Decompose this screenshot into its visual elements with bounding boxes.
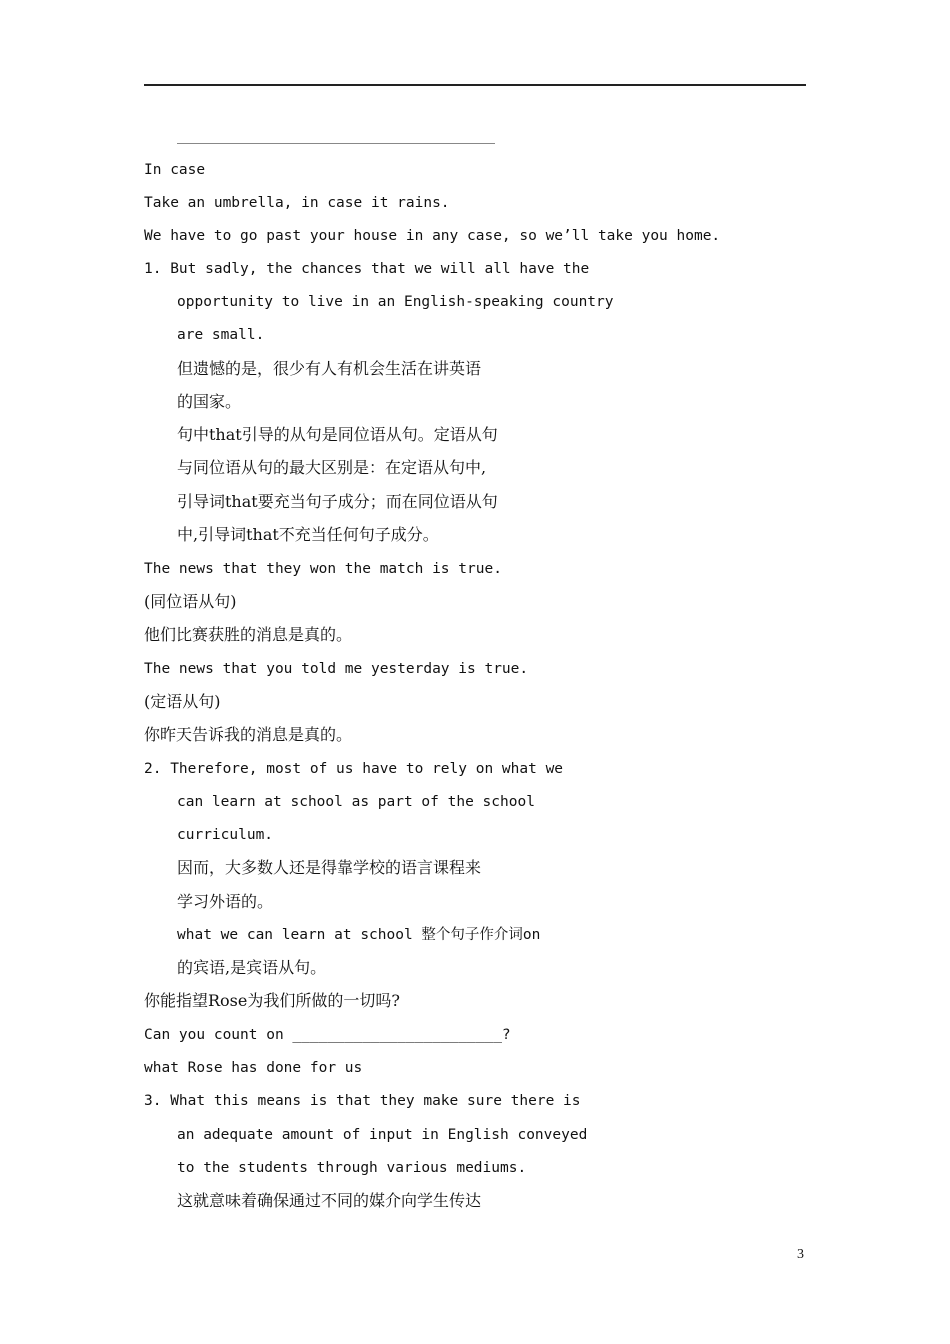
text-line: 句中that引导的从句是同位语从句。定语从句 (177, 425, 498, 444)
text-line: (同位语从句) (144, 592, 237, 611)
page-number: 3 (797, 1247, 804, 1262)
text-line: an adequate amount of input in English conveyed (177, 1127, 588, 1143)
text-line: 与同位语从句的最大区别是：在定语从句中, (177, 458, 487, 477)
text-line: 2. Therefore, most of us have to rely on what we (144, 761, 564, 777)
text-line: 但遗憾的是，很少有人有机会生活在讲英语 (177, 359, 482, 378)
text-line: opportunity to live in an English-speaking country (177, 294, 614, 310)
text-line: 的国家。 (177, 392, 242, 411)
text-line: (定语从句) (144, 692, 221, 711)
header-rule (144, 84, 806, 86)
text-line: We have to go past your house in any case, so we’ll take you home. (144, 228, 721, 244)
text-line: 1. But sadly, the chances that we will all have the (144, 261, 590, 277)
text-line: 3. What this means is that they make sure there is (144, 1093, 581, 1109)
text-line: what Rose has done for us (144, 1060, 363, 1076)
text-line: Take an umbrella, in case it rains. (144, 195, 450, 211)
text-line: are small. (177, 327, 265, 343)
text-line: The news that you told me yesterday is true. (144, 661, 529, 677)
text-line: 引导词that要充当句子成分；而在同位语从句 (177, 492, 498, 511)
text-line: 他们比赛获胜的消息是真的。 (144, 625, 353, 644)
text-line: In case (144, 162, 206, 178)
fill-in-blank-line (177, 143, 495, 144)
text-line: 因而，大多数人还是得靠学校的语言课程来 (177, 858, 482, 877)
text-line: 你昨天告诉我的消息是真的。 (144, 725, 353, 744)
text-line: to the students through various mediums. (177, 1160, 527, 1176)
text-line: what we can learn at school 整个句子作介词on (177, 927, 541, 943)
text-line: curriculum. (177, 827, 274, 843)
text-line: 学习外语的。 (177, 892, 274, 911)
text-line: 的宾语,是宾语从句。 (177, 958, 327, 977)
text-line: 你能指望Rose为我们所做的一切吗? (144, 991, 400, 1010)
text-line: can learn at school as part of the school (177, 794, 535, 810)
fill-in-blank-question: Can you count on ________________________? (144, 1027, 511, 1043)
text-line: The news that they won the match is true. (144, 561, 502, 577)
text-line: 这就意味着确保通过不同的媒介向学生传达 (177, 1191, 482, 1210)
text-line: 中,引导词that不充当任何句子成分。 (177, 525, 439, 544)
